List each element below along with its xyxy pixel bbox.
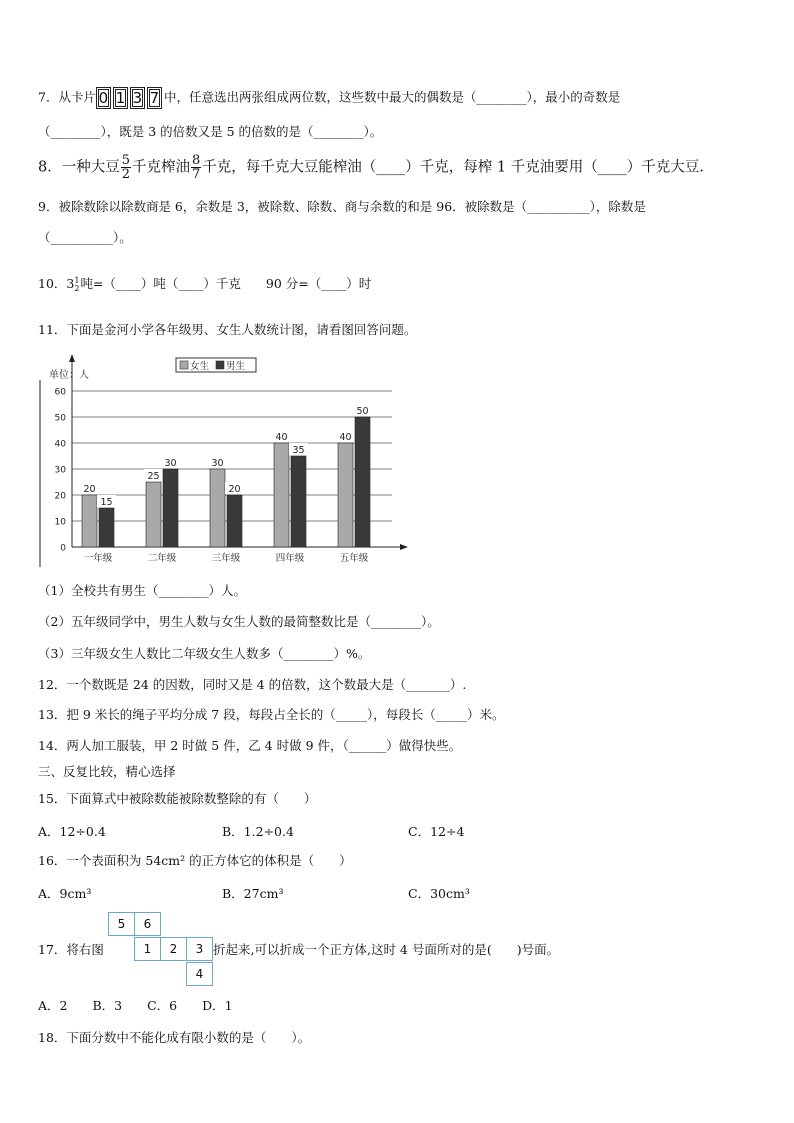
y-tick-label: 0 xyxy=(60,543,66,554)
data-label: 40 xyxy=(275,432,288,443)
bar xyxy=(227,495,242,547)
q10-fraction: 1 2 xyxy=(74,275,80,293)
q15-option-b[interactable]: B．1.2÷0.4 xyxy=(222,824,294,839)
card-3: 3 xyxy=(130,87,145,109)
data-label: 40 xyxy=(339,432,352,443)
unit-label: 单位：人 xyxy=(49,370,89,381)
bar xyxy=(99,508,114,547)
q8-fraction-2: $\frac{8}{7}$ xyxy=(192,153,201,182)
q8-mid: 千克榨油 xyxy=(132,159,191,176)
legend-swatch xyxy=(180,361,188,369)
q7-line1 xyxy=(38,87,620,109)
net-face-4: 4 xyxy=(186,962,213,986)
q8-pre: 8．一种大豆 xyxy=(38,159,120,176)
q7-pre: 7．从卡片 xyxy=(38,89,96,105)
card-0: 0 xyxy=(96,87,111,109)
data-label: 30 xyxy=(211,458,224,469)
legend-label: 男生 xyxy=(226,361,246,372)
net-face-2: 2 xyxy=(160,937,187,961)
bar xyxy=(355,417,370,547)
q16-option-c[interactable]: C．30cm³ xyxy=(408,886,470,901)
bar-chart xyxy=(38,352,408,572)
bar xyxy=(291,456,306,547)
q10-post: 吨=（____）吨（____）千克 90 分=（____）时 xyxy=(80,276,372,291)
q16-text: 16．一个表面积为 54cm² 的正方体它的体积是（ ） xyxy=(38,853,352,868)
data-label: 15 xyxy=(100,497,113,508)
q10-line xyxy=(38,276,371,293)
net-face-3: 3 xyxy=(186,937,213,961)
y-tick-label: 10 xyxy=(54,517,66,528)
q11-sub2: （2）五年级同学中，男生人数与女生人数的最简整数比是（________）。 xyxy=(38,614,440,629)
bar xyxy=(274,443,289,547)
net-face-1: 1 xyxy=(134,937,161,961)
q16-option-b[interactable]: B．27cm³ xyxy=(222,886,284,901)
bar xyxy=(146,482,161,547)
q18-text: 18．下面分数中不能化成有限小数的是（ ）。 xyxy=(38,1030,311,1045)
x-tick-label: 二年级 xyxy=(147,553,177,564)
q17-options[interactable]: A．2 B．3 C．6 D．1 xyxy=(38,998,233,1013)
q12-text: 12．一个数既是 24 的因数，同时又是 4 的倍数，这个数最大是（_______）. xyxy=(38,677,467,692)
q17-pre: 17．将右图 xyxy=(38,942,104,957)
card-7: 7 xyxy=(147,87,162,109)
q8-fraction-1: $\frac{5}{2}$ xyxy=(121,153,131,182)
q8-line xyxy=(38,154,704,181)
q15-option-a[interactable]: A．12÷0.4 xyxy=(38,824,106,839)
bar xyxy=(210,469,225,547)
y-tick-label: 30 xyxy=(54,465,66,476)
section-heading: 三、反复比较，精心选择 xyxy=(38,764,176,779)
data-label: 50 xyxy=(356,406,369,417)
bar xyxy=(163,469,178,547)
net-face-5: 5 xyxy=(108,912,135,936)
q11-sub3: （3）三年级女生人数比二年级女生人数多（________）%。 xyxy=(38,646,371,661)
q10-pre: 10．3 xyxy=(38,276,75,291)
q9-line1: 9．被除数除以除数商是 6，余数是 3，被除数、除数、商与余数的和是 96．被除数是（__________），除数是 xyxy=(38,199,646,214)
q8-post: 千克，每千克大豆能榨油（____）千克，每榨 1 千克油要用（____）千克大豆. xyxy=(202,159,704,176)
q11-text: 11．下面是金河小学各年级男、女生人数统计图，请看图回答问题。 xyxy=(38,322,417,337)
y-tick-label: 20 xyxy=(54,491,66,502)
q11-sub1: （1）全校共有男生（________）人。 xyxy=(38,583,246,598)
data-label: 35 xyxy=(292,445,305,456)
y-tick-label: 50 xyxy=(54,413,66,424)
legend-swatch xyxy=(216,361,224,369)
q7-post: 中，任意选出两张组成两位数，这些数中最大的偶数是（________），最小的奇数是 xyxy=(163,89,621,105)
net-face-6: 6 xyxy=(134,912,161,936)
q7-line2: （________），既是 3 的倍数又是 5 的倍数的是（________）。 xyxy=(38,124,383,139)
q13-text: 13．把 9 米长的绳子平均分成 7 段，每段占全长的（_____），每段长（_____）米。 xyxy=(38,707,505,722)
bar xyxy=(82,495,97,547)
x-tick-label: 四年级 xyxy=(275,553,305,564)
data-label: 20 xyxy=(228,484,241,495)
y-tick-label: 40 xyxy=(54,439,66,450)
y-axis-arrow xyxy=(69,354,75,362)
q15-option-c[interactable]: C．12÷4 xyxy=(408,824,465,839)
card-1: 1 xyxy=(113,87,128,109)
q16-option-a[interactable]: A．9cm³ xyxy=(38,886,92,901)
x-tick-label: 一年级 xyxy=(83,553,113,564)
q15-text: 15．下面算式中被除数能被除数整除的有（ ） xyxy=(38,791,317,806)
data-label: 30 xyxy=(164,458,177,469)
data-label: 20 xyxy=(83,484,96,495)
data-label: 25 xyxy=(147,471,160,482)
x-tick-label: 五年级 xyxy=(339,553,369,564)
x-axis-arrow xyxy=(400,544,408,550)
q17-post: 折起来,可以折成一个正方体,这时 4 号面所对的是( )号面。 xyxy=(213,942,560,957)
q14-text: 14．两人加工服装，甲 2 时做 5 件，乙 4 时做 9 件，（______）做得快些。 xyxy=(38,738,462,753)
legend-label: 女生 xyxy=(190,361,210,372)
q9-line2: （__________）。 xyxy=(38,230,132,245)
y-tick-label: 60 xyxy=(54,387,66,398)
x-tick-label: 三年级 xyxy=(211,553,241,564)
bar xyxy=(338,443,353,547)
